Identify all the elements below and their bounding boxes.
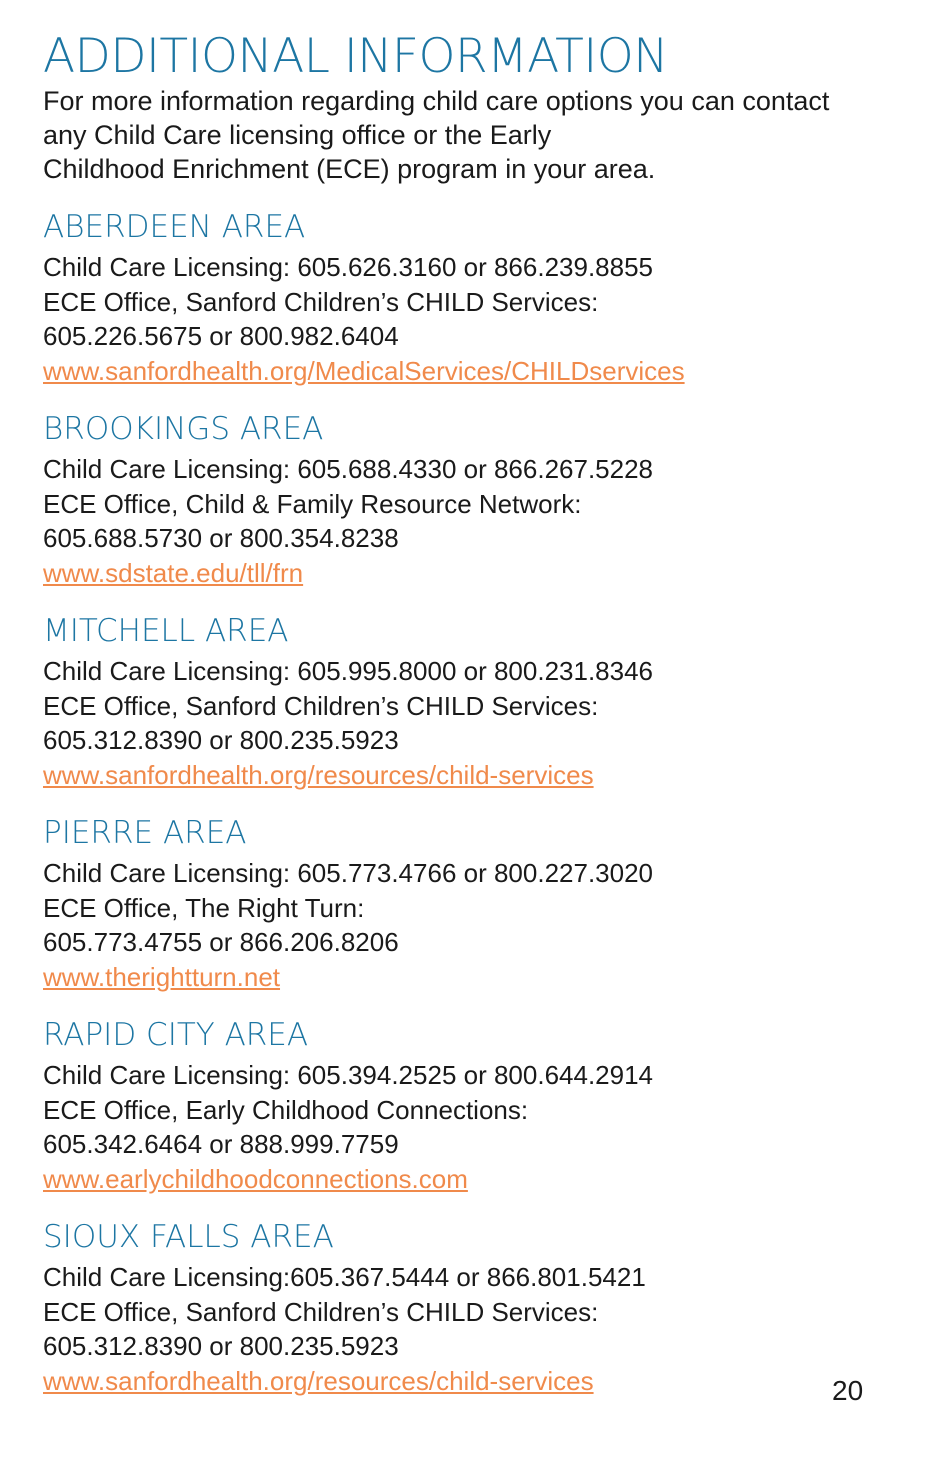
licensing-line: Child Care Licensing: 605.688.4330 or 866.267.5228 — [43, 454, 654, 484]
area-section-mitchell — [43, 612, 913, 792]
area-section-rapid-city — [43, 1016, 913, 1196]
ece-office-line: ECE Office, Sanford Children’s CHILD Services: — [43, 1296, 599, 1327]
area-website-link[interactable]: www.sanfordhealth.org/resources/child-services — [43, 1365, 594, 1396]
area-heading: SIOUX FALLS AREA — [43, 1219, 334, 1255]
ece-phone-line: 605.688.5730 or 800.354.8238 — [43, 523, 399, 553]
area-section-pierre — [43, 814, 913, 994]
area-heading: BROOKINGS AREA — [43, 411, 324, 447]
area-section-sioux-falls — [43, 1218, 913, 1398]
area-heading: RAPID CITY AREA — [43, 1017, 309, 1053]
page-title: ADDITIONAL INFORMATION — [43, 29, 668, 84]
page-number: 20 — [832, 1375, 864, 1406]
area-section-aberdeen — [43, 208, 913, 388]
licensing-line: Child Care Licensing: 605.394.2525 or 800.644.2914 — [43, 1060, 654, 1090]
area-section-brookings — [43, 410, 913, 590]
ece-phone-line: 605.773.4755 or 866.206.8206 — [43, 927, 399, 957]
page-content — [43, 30, 913, 1398]
ece-phone-line: 605.312.8390 or 800.235.5923 — [43, 1331, 399, 1361]
ece-phone-line: 605.312.8390 or 800.235.5923 — [43, 725, 399, 755]
ece-office-line: ECE Office, Sanford Children’s CHILD Services: — [43, 690, 599, 721]
area-heading: PIERRE AREA — [43, 815, 247, 851]
area-website-link[interactable]: www.therightturn.net — [43, 961, 281, 992]
intro-text: For more information regarding child care options you can contact any Child Care licensing office or the Early Childhood Enrichment (ECE) program in your area. — [43, 86, 830, 184]
licensing-line: Child Care Licensing: 605.773.4766 or 800.227.3020 — [43, 858, 654, 888]
area-website-link[interactable]: www.earlychildhoodconnections.com — [43, 1163, 468, 1194]
ece-office-line: ECE Office, Child & Family Resource Network: — [43, 488, 582, 519]
ece-office-line: ECE Office, The Right Turn: — [43, 892, 365, 923]
ece-office-line: ECE Office, Sanford Children’s CHILD Services: — [43, 286, 599, 317]
area-heading: MITCHELL AREA — [43, 613, 289, 649]
area-website-link[interactable]: www.sanfordhealth.org/resources/child-services — [43, 759, 594, 790]
ece-phone-line: 605.342.6464 or 888.999.7759 — [43, 1129, 399, 1159]
licensing-line: Child Care Licensing: 605.995.8000 or 800.231.8346 — [43, 656, 654, 686]
licensing-line: Child Care Licensing: 605.626.3160 or 866.239.8855 — [43, 252, 654, 282]
area-website-link[interactable]: www.sdstate.edu/tll/frn — [43, 557, 304, 588]
area-website-link[interactable]: www.sanfordhealth.org/MedicalServices/CHILDservices — [43, 355, 685, 386]
licensing-line: Child Care Licensing:605.367.5444 or 866.801.5421 — [43, 1262, 646, 1292]
ece-office-line: ECE Office, Early Childhood Connections: — [43, 1094, 529, 1125]
ece-phone-line: 605.226.5675 or 800.982.6404 — [43, 321, 399, 351]
area-heading: ABERDEEN AREA — [43, 209, 306, 245]
